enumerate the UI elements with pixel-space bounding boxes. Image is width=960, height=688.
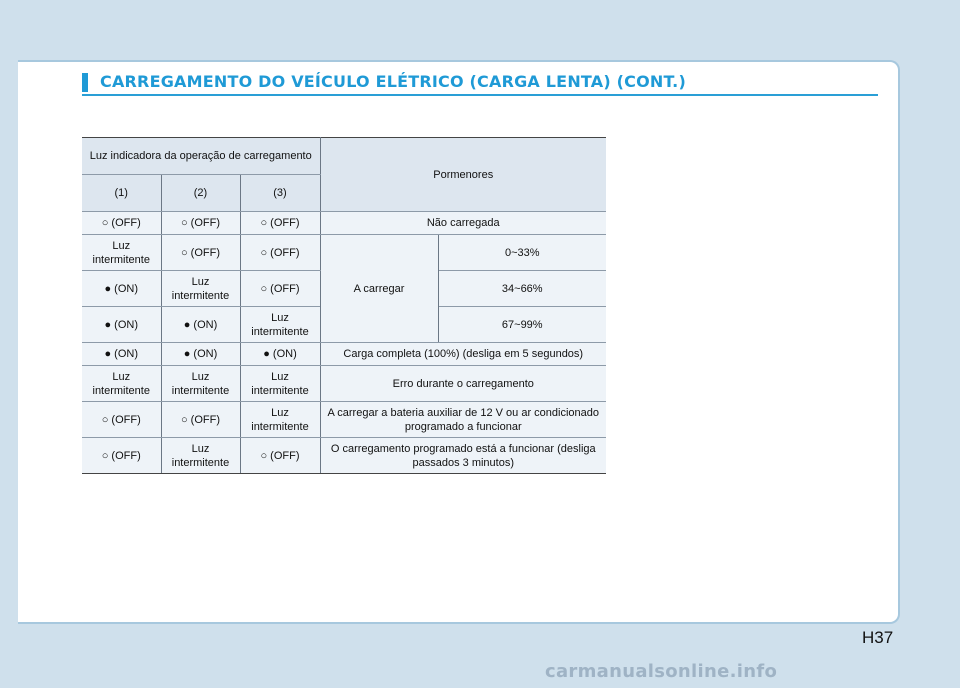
section-title: CARREGAMENTO DO VEÍCULO ELÉTRICO (CARGA LENTA) (CONT.) [100,72,686,91]
detail-cell: 34~66% [438,271,606,307]
section-title-bar [82,72,878,96]
cell-text: (OFF) [111,217,141,229]
on-indicator-icon: ● [263,348,270,360]
detail-cell: 67~99% [438,307,606,343]
table-cell [82,212,161,235]
page-number: H37 [862,628,894,647]
table-cell: Luz intermitente [82,235,161,271]
table-row [82,438,606,474]
charging-indicator-table [82,137,606,474]
detail-cell: A carregar a bateria auxiliar de 12 V ou ar condicionado programado a funcionar [320,402,606,438]
table-cell: Luz intermitente [240,366,320,402]
table-cell [240,438,320,474]
off-indicator-icon: ○ [181,217,188,229]
table-cell: Luz intermitente [161,366,240,402]
table-cell: Luz intermitente [82,366,161,402]
table-cell [240,271,320,307]
off-indicator-icon: ○ [101,449,109,462]
table-cell: Luz intermitente [161,438,240,474]
cell-text: (OFF) [270,282,300,295]
on-indicator-icon: ● [104,348,112,360]
table-cell [82,271,161,307]
cell-text: (ON) [193,318,218,331]
title-accent-bar [82,73,88,92]
on-indicator-icon: ● [183,318,191,331]
cell-text: (OFF) [111,413,141,426]
table-header-row [82,138,606,175]
off-indicator-icon: ○ [181,246,188,259]
table-cell [161,402,240,438]
table-cell: Luz intermitente [161,271,240,307]
cell-text: (ON) [193,348,218,360]
cell-text: (OFF) [190,413,220,426]
table-cell [161,212,240,235]
table-row [82,212,606,235]
col1-header: (1) [82,175,161,212]
table-cell [240,212,320,235]
cell-text: (OFF) [270,246,300,259]
table-cell [161,235,240,271]
details-header-cell: Pormenores [320,138,606,212]
table-cell: Luz intermitente [240,307,320,343]
watermark: carmanualsonline.info [545,661,778,682]
on-indicator-icon: ● [104,318,112,331]
cell-text: (ON) [114,282,138,295]
detail-cell: 0~33% [438,235,606,271]
off-indicator-icon: ○ [101,217,109,229]
detail-cell: Carga completa (100%) (desliga em 5 segundos) [320,343,606,366]
table-cell: Luz intermitente [240,402,320,438]
table-cell [161,343,240,366]
table-cell [240,235,320,271]
detail-cell: Não carregada [320,212,606,235]
cell-text: (ON) [114,348,138,360]
table-cell [82,438,161,474]
off-indicator-icon: ○ [260,449,268,462]
off-indicator-icon: ○ [260,217,268,229]
off-indicator-icon: ○ [101,413,109,426]
on-indicator-icon: ● [183,348,191,360]
off-indicator-icon: ○ [181,413,188,426]
table-row [82,402,606,438]
charging-group-cell: A carregar [320,235,438,343]
off-indicator-icon: ○ [260,246,268,259]
col2-header: (2) [161,175,240,212]
table-cell [161,307,240,343]
cell-text: (OFF) [111,449,141,462]
cell-text: (ON) [272,348,297,360]
table-cell [82,343,161,366]
table-row [82,343,606,366]
table-row [82,235,606,271]
cell-text: (OFF) [270,217,300,229]
detail-cell: O carregamento programado está a funcionar (desliga passados 3 minutos) [320,438,606,474]
cell-text: (OFF) [270,449,300,462]
group-header-cell: Luz indicadora da operação de carregamento [82,138,320,175]
off-indicator-icon: ○ [260,282,268,295]
detail-cell: Erro durante o carregamento [320,366,606,402]
cell-text: (OFF) [190,246,220,259]
table-cell [82,402,161,438]
table-cell [82,307,161,343]
table-cell [240,343,320,366]
cell-text: (OFF) [190,217,220,229]
cell-text: (ON) [114,318,138,331]
table-row [82,366,606,402]
on-indicator-icon: ● [104,282,112,295]
col3-header: (3) [240,175,320,212]
